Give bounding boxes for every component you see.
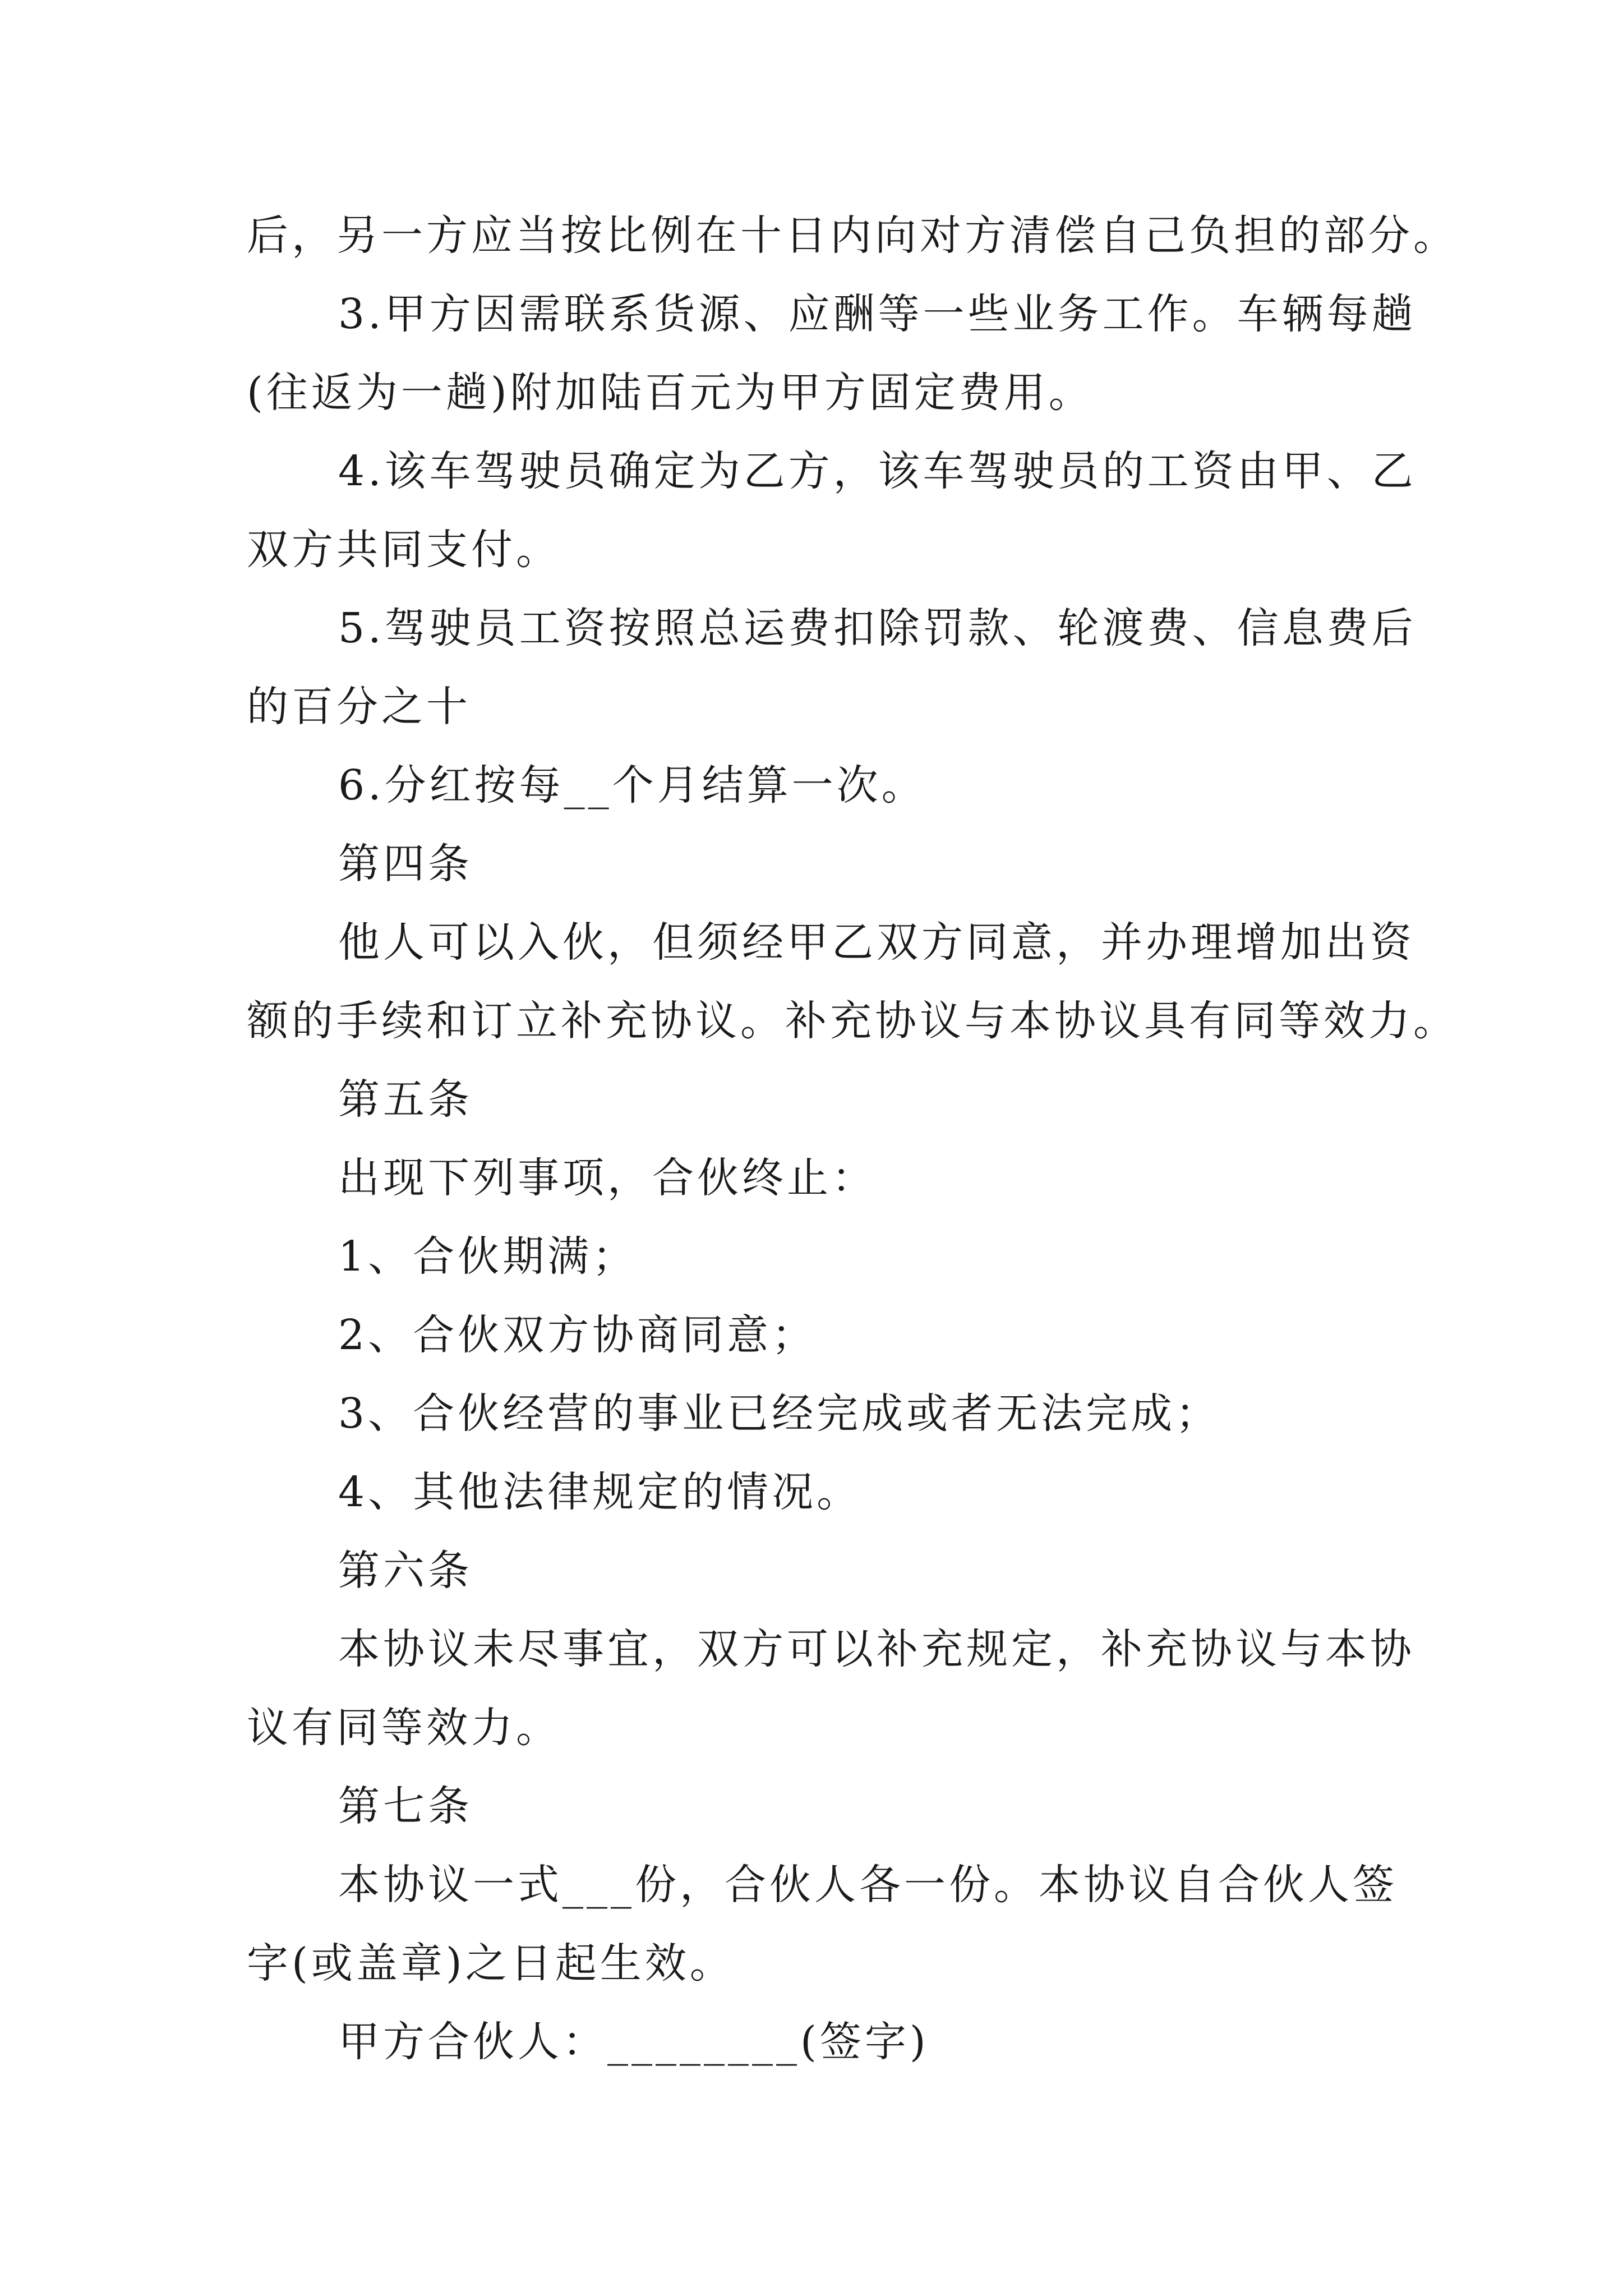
list-item-4: 4、其他法律规定的情况。: [338, 1468, 862, 1516]
section-heading-5: 第五条: [338, 1075, 473, 1124]
text-line-23: 字(或盖章)之日起生效。: [247, 1939, 735, 1987]
text-line-22: 本协议一式___份，合伙人各一份。本协议自合伙人签: [338, 1861, 1398, 1909]
list-item-2: 2、合伙双方协商同意；: [338, 1311, 817, 1359]
section-heading-6: 第六条: [338, 1547, 473, 1595]
text-line-20: 议有同等效力。: [247, 1704, 561, 1752]
text-line-3: (往返为一趟)附加陆百元为甲方固定费用。: [247, 369, 1094, 417]
text-line-10: 他人可以入伙，但须经甲乙双方同意，并办理增加出资: [338, 918, 1415, 967]
text-line-4: 4.该车驾驶员确定为乙方，该车驾驶员的工资由甲、乙: [338, 447, 1417, 495]
text-line-1: 后，另一方应当按比例在十日内向对方清偿自己负担的部分。: [247, 211, 1458, 260]
list-item-3: 3、合伙经营的事业已经完成或者无法完成；: [338, 1389, 1221, 1438]
text-line-6: 5.驾驶员工资按照总运费扣除罚款、轮渡费、信息费后: [338, 604, 1417, 652]
text-line-11: 额的手续和订立补充协议。补充协议与本协议具有同等效力。: [247, 997, 1458, 1045]
section-heading-7: 第七条: [338, 1782, 473, 1830]
text-line-13: 出现下列事项，合伙终止：: [338, 1154, 877, 1202]
text-line-19: 本协议未尽事宜，双方可以补充规定，补充协议与本协: [338, 1625, 1415, 1673]
signature-line-party-a: 甲方合伙人：________(签字): [338, 2018, 929, 2066]
text-line-5: 双方共同支付。: [247, 526, 561, 574]
section-heading-4: 第四条: [338, 840, 473, 888]
text-line-2: 3.甲方因需联系货源、应酬等一些业务工作。车辆每趟: [338, 290, 1417, 338]
text-line-8: 6.分红按每__个月结算一次。: [338, 761, 926, 809]
list-item-1: 1、合伙期满；: [338, 1232, 638, 1281]
text-line-7: 的百分之十: [247, 683, 471, 731]
